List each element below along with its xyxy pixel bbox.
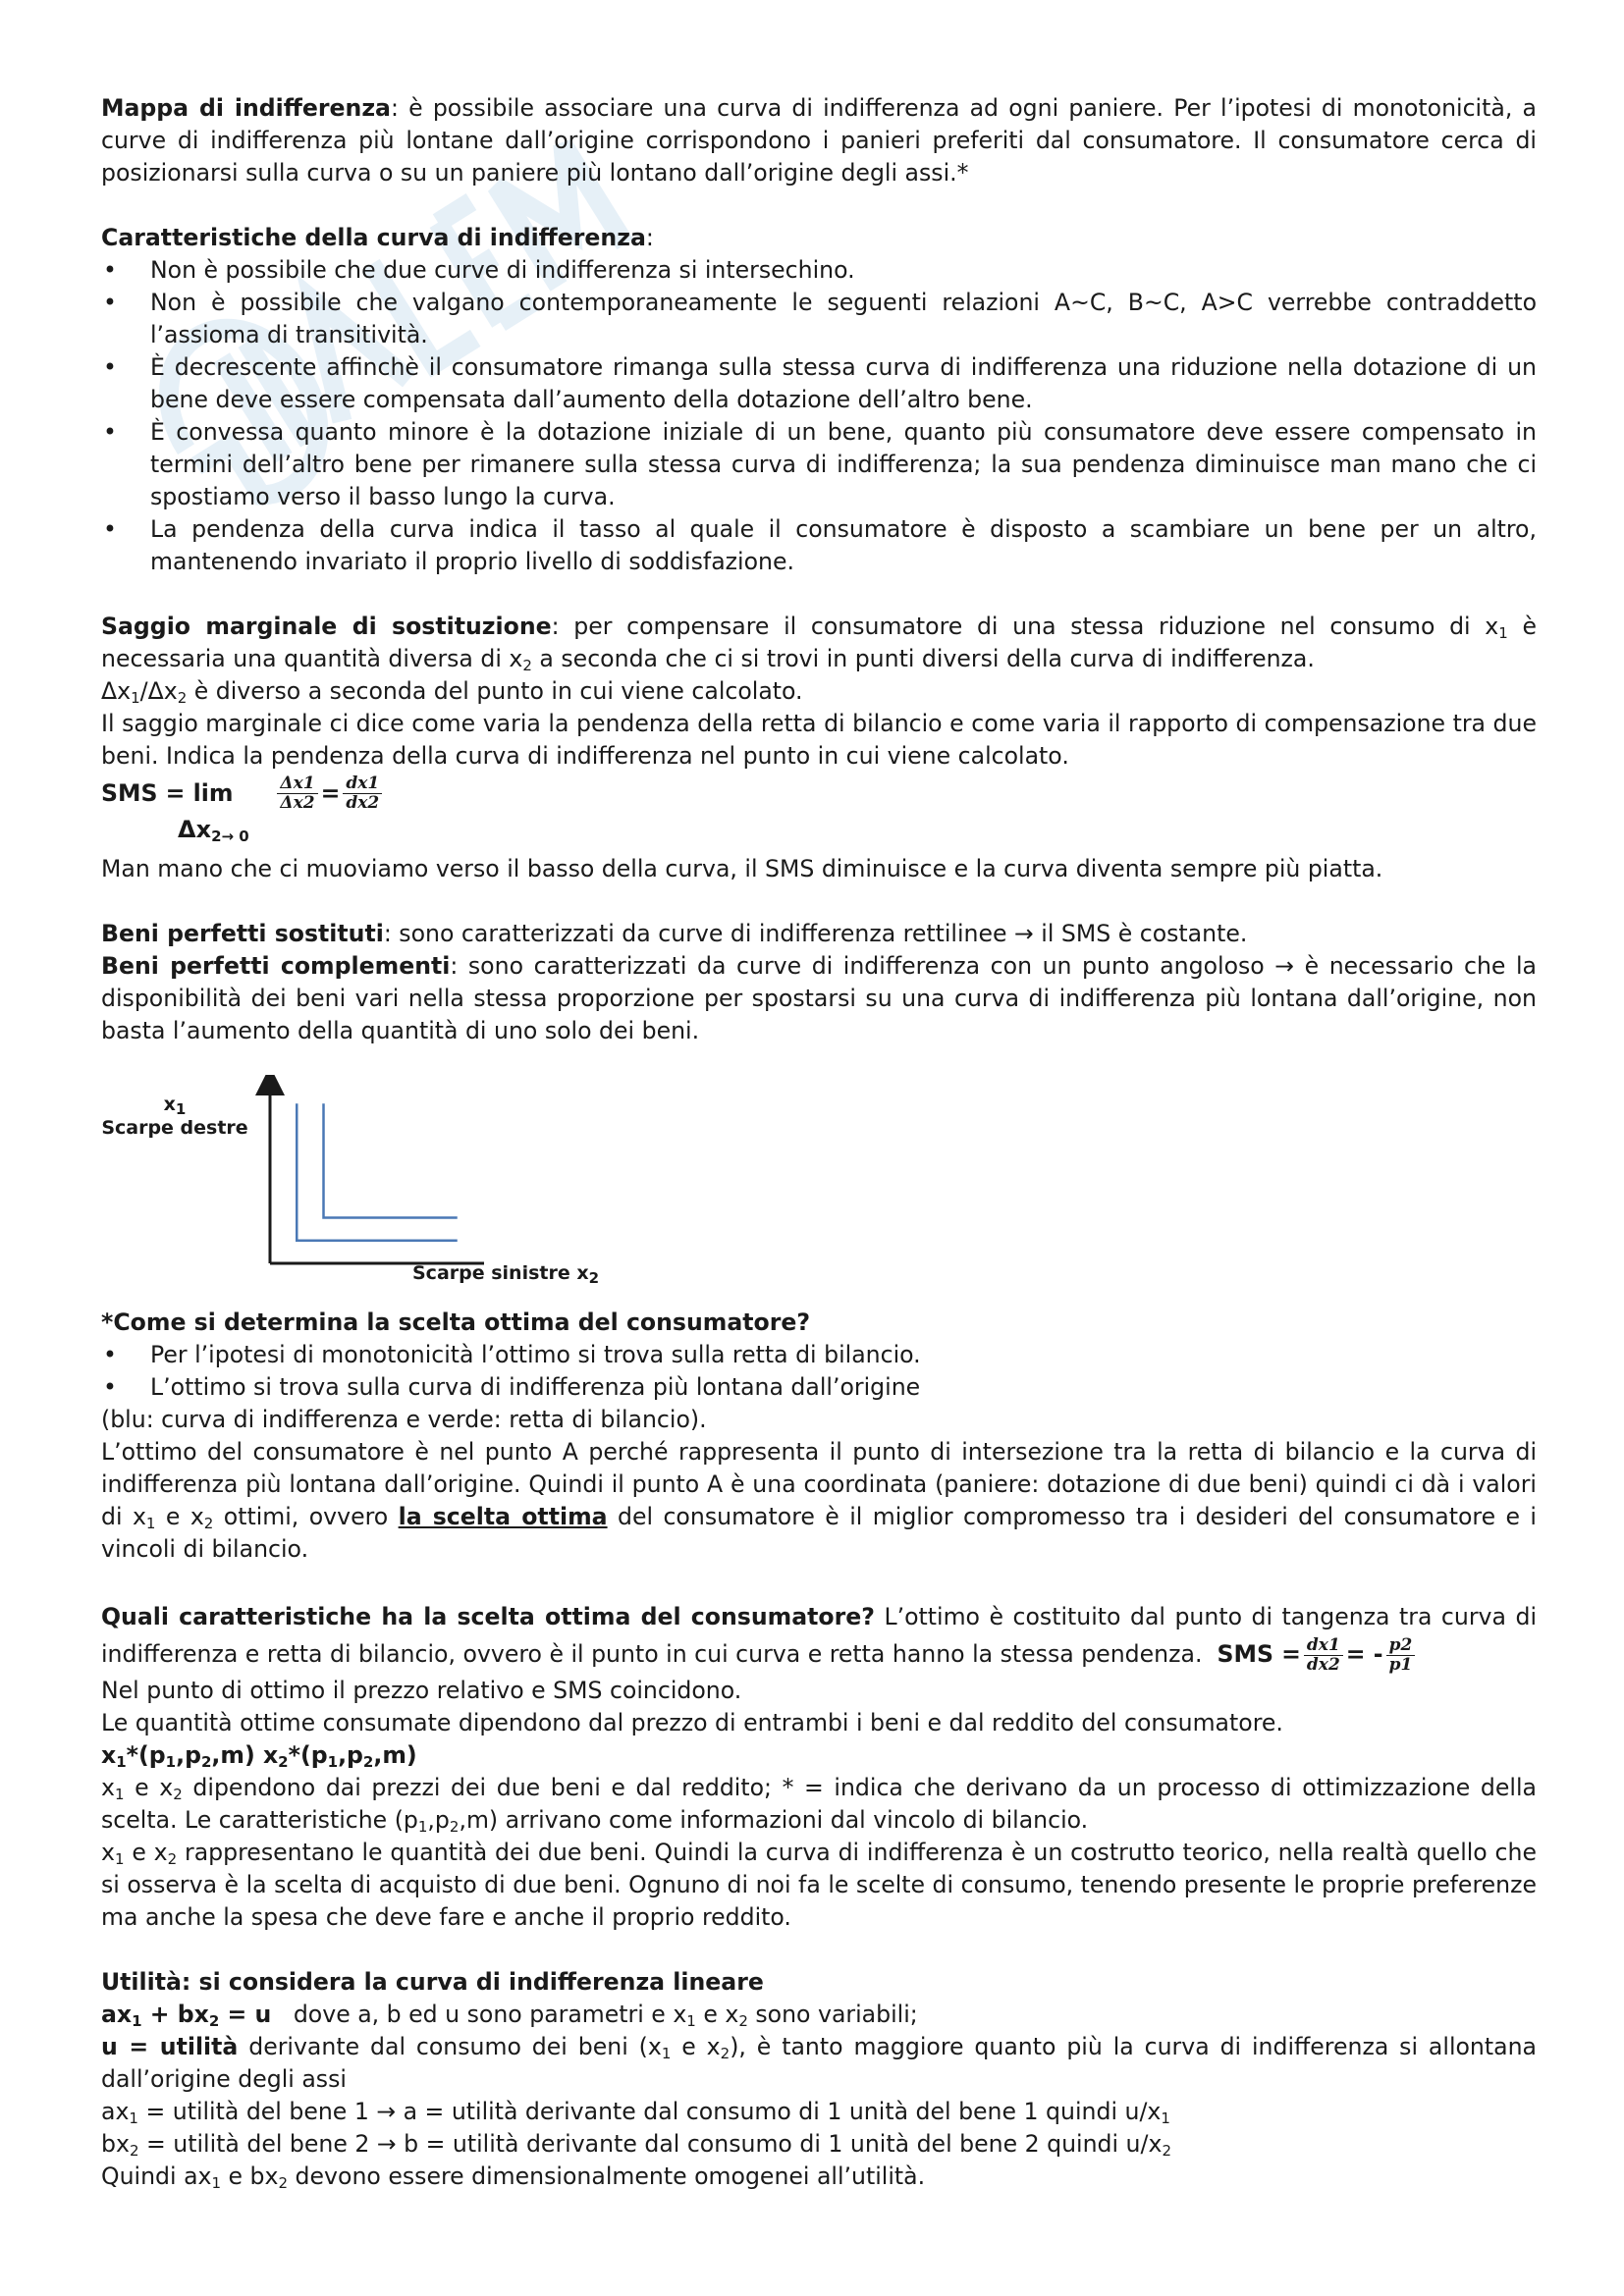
fraction-derivative: $\frac{dx1}{dx2}$: [343, 774, 382, 813]
paragraph-ottimo-1: Nel punto di ottimo il prezzo relativo e SMS coincidono.: [101, 1677, 742, 1704]
paragraph-caratteristiche-ottimo: Quali caratteristiche ha la scelta ottima del consumatore? L’ottimo è costituito dal punto di tangenza tra curva di indifferenza e retta di bilancio, ovvero è il punto in cui curva e retta hanno la stessa pendenza. SMS = $\frac{dx1}{dx2}$ = - $\frac{p2}{p1}$: [101, 1603, 1538, 1675]
list-item: • È decrescente affinchè il consumatore rimanga sulla stessa curva di indifferenza una riduzione nella dotazione di un bene deve essere compensata dall’aumento della dotazione dell’altro bene.: [101, 351, 1537, 416]
document-page: [101, 92, 1537, 2193]
heading-sms: Saggio marginale di sostituzione: [101, 613, 552, 640]
paragraph-sostituti: Beni perfetti sostituti: sono caratterizzati da curve di indifferenza rettilinee → il SMS è costante.: [101, 920, 1248, 947]
heading-mappa-indifferenza: Mappa di indifferenza: [101, 94, 391, 122]
formula-domanda: $x_1*(p_1,p_2,m)$ $x_2*(p_1,p_2,m)$: [101, 1741, 417, 1771]
indifference-curve-1: [297, 1103, 458, 1241]
list-item: • Non è possibile che due curve di indifferenza si intersechino.: [101, 254, 1537, 287]
paragraph-sms-note: Man mano che ci muoviamo verso il basso della curva, il SMS diminuisce e la curva diventa sempre più piatta.: [101, 855, 1383, 882]
formula-utilita: $ax_1 + bx_2 = u$ dove a, b ed u sono parametri e $x_1$ e $x_2$ sono variabili;: [101, 2001, 918, 2030]
paragraph-ottimo-3: $x_1$ e $x_2$ dipendono dai prezzi dei due beni e dal reddito; * = indica che derivano da un processo di ottimizzazione della scelta. Le caratteristiche $(p_1,p_2,m)$ arrivano come informazioni dal vincolo di bilancio.: [101, 1774, 1537, 1836]
paragraph-ottimo-4: $x_1$ e $x_2$ rappresentano le quantità dei due beni. Quindi la curva di indifferenza è un costrutto teorico, nella realtà quello che si osserva è la scelta di acquisto di due beni. Ognuno di noi fa le scelte di consumo, tenendo presente le proprie preferenze ma anche la spesa che deve fare e anche il proprio reddito.: [101, 1839, 1537, 1931]
heading-utilita: Utilità: si considera la curva di indifferenza lineare: [101, 1968, 764, 1996]
formula-lim-subscript: $\Delta x_{2\to 0}$: [178, 816, 249, 845]
chart-y-label: $x_1$ Scarpe destre: [101, 1094, 248, 1139]
list-item: • L’ottimo si trova sulla curva di indifferenza più lontana dall’origine: [101, 1371, 1537, 1404]
list-caratteristiche: [101, 254, 1537, 578]
list-item: • La pendenza della curva indica il tasso al quale il consumatore è disposto a scambiare un bene per un altro, mantenendo invariato il proprio livello di soddisfazione.: [101, 513, 1537, 578]
paragraph-complementi: Beni perfetti complementi: sono caratterizzati da curve di indifferenza con un punto angoloso → è necessario che la disponibilità dei beni vari nella stessa proporzione per spostarsi su una curva di indifferenza più lontana dall’origine, non basta l’aumento della quantità di uno solo dei beni.: [101, 952, 1537, 1044]
paragraph-utilita-c: Quindi $ax_1$ e $bx_2$ devono essere dimensionalmente omogenei all’utilità.: [101, 2163, 926, 2192]
heading-caratteristiche: Caratteristiche della curva di indifferenza:: [101, 224, 654, 251]
list-scelta-ottima: [101, 1339, 1537, 1404]
paragraph-utilita-a: $ax_1$ = utilità del bene 1 → a = utilità derivante dal consumo di 1 unità del bene 1 quindi $u/x_1$: [101, 2098, 1170, 2127]
paragraph-utilita-def: u = utilità derivante dal consumo dei beni ($x_1$ e $x_2$), è tanto maggiore quanto più la curva di indifferenza si allontana dall’origine degli assi: [101, 2033, 1538, 2093]
paragraph-legend-note: (blu: curva di indifferenza e verde: retta di bilancio).: [101, 1406, 707, 1433]
paragraph-mappa-indifferenza: Mappa di indifferenza: è possibile associare una curva di indifferenza ad ogni paniere. Per l’ipotesi di monotonicità, a curve di indifferenza più lontane dall’origine corrispondono i panieri preferiti dal consumatore. Il consumatore cerca di posizionarsi sulla curva o su un paniere più lontano dall’origine degli assi.*: [101, 94, 1537, 187]
paragraph-sms-delta: $\Delta x_1/\Delta x_2$ è diverso a seconda del punto in cui viene calcolato.: [101, 677, 803, 707]
list-item: • Non è possibile che valgano contemporaneamente le seguenti relazioni A~C, B~C, A>C verrebbe contraddetto l’assioma di transitività.: [101, 287, 1537, 351]
indifference-curve-2: [324, 1103, 458, 1217]
paragraph-sms: Saggio marginale di sostituzione: per compensare il consumatore di una stessa riduzione nel consumo di $x_1$ è necessaria una quantità diversa di $x_2$ a seconda che ci si trovi in punti diversi della curva di indifferenza.: [101, 613, 1537, 674]
paragraph-punto-a: L’ottimo del consumatore è nel punto A perché rappresenta il punto di intersezione tra la retta di bilancio e la curva di indifferenza più lontana dall’origine. Quindi il punto A è una coordinata (paniere: dotazione di due beni) quindi ci dà i valori di $x_1$ e $x_2$ ottimi, ovvero la scelta ottima del consumatore è il miglior compromesso tra i desideri del consumatore e i vincoli di bilancio.: [101, 1438, 1537, 1563]
list-item: • È convessa quanto minore è la dotazione iniziale di un bene, quanto più consumatore deve essere compensato in termini dell’altro bene per rimanere sulla stessa curva di indifferenza; la sua pendenza diminuisce man mano che ci spostiamo verso il basso lungo la curva.: [101, 416, 1537, 513]
paragraph-utilita-b: $bx_2$ = utilità del bene 2 → b = utilità derivante dal consumo di 1 unità del bene 2 quindi $u/x_2$: [101, 2130, 1171, 2160]
formula-sms-lim: SMS = lim $\frac{\Delta x1}{\Delta x2}$ = $\frac{dx1}{dx2}$: [101, 773, 1537, 814]
complements-chart: [101, 1075, 788, 1301]
paragraph-sms-explanation: Il saggio marginale ci dice come varia la pendenza della retta di bilancio e come varia il rapporto di compensazione tra due beni. Indica la pendenza della curva di indifferenza nel punto in cui viene calcolato.: [101, 710, 1537, 770]
chart-x-label: Scarpe sinistre $x_2$: [412, 1262, 600, 1287]
list-item: • Per l’ipotesi di monotonicità l’ottimo si trova sulla retta di bilancio.: [101, 1339, 1537, 1371]
paragraph-ottimo-2: Le quantità ottime consumate dipendono dal prezzo di entrambi i beni e dal reddito del consumatore.: [101, 1709, 1283, 1736]
heading-scelta-ottima: *Come si determina la scelta ottima del consumatore?: [101, 1308, 811, 1336]
fraction-delta: $\frac{\Delta x1}{\Delta x2}$: [277, 774, 317, 813]
